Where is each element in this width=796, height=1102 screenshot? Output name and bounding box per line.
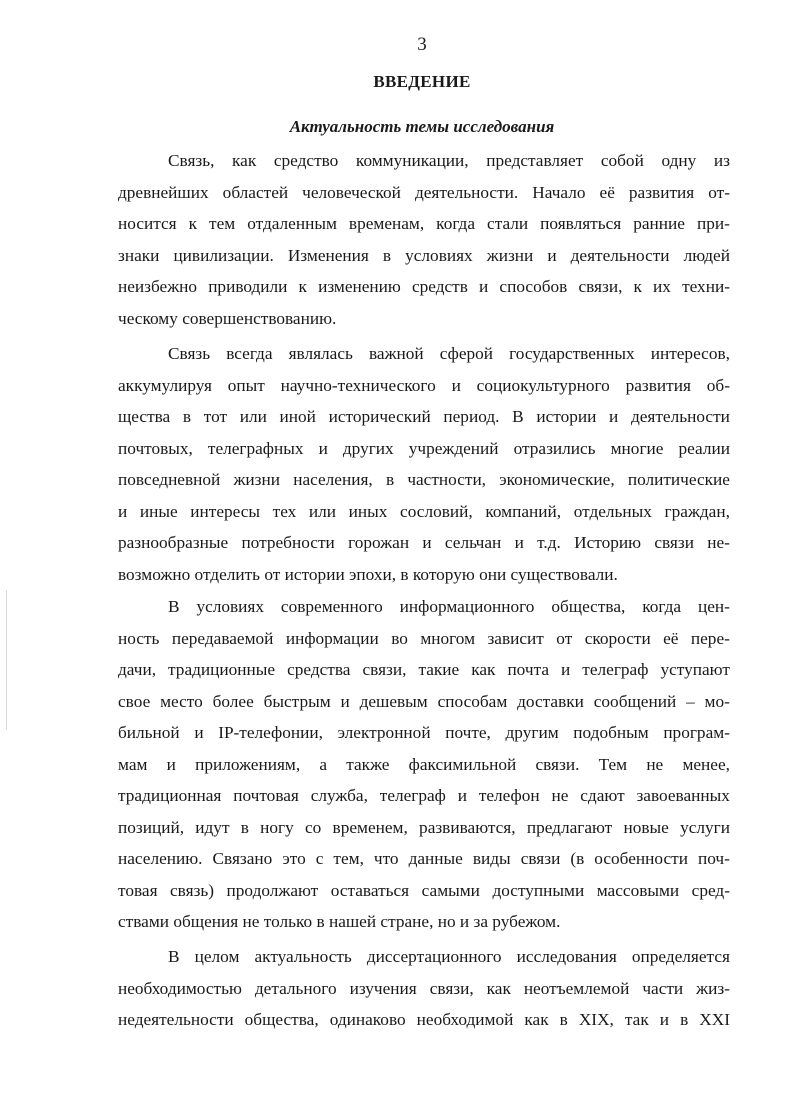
paragraph-line: недеятельности общества, одинаково необходимой как в XIX, так и в XXI [118,1010,730,1029]
paragraph-4 [118,941,730,1036]
paragraph-line: Связь всегда являлась важной сферой государственных интересов, [168,344,730,363]
paragraph-line: традиционная почтовая служба, телеграф и телефон не сдают завоеванных [118,786,730,805]
paragraph-line: щества в тот или иной исторический период. В истории и деятельности [118,407,730,426]
paragraph-line: Связь, как средство коммуникации, представляет собой одну из [168,151,730,170]
paragraph-line: необходимостью детального изучения связи, как неотъемлемой части жиз- [118,978,730,998]
paragraph-line: древнейших областей человеческой деятельности. Начало её развития от- [118,182,730,202]
paragraph-3 [118,591,730,938]
paragraph-line: свое место более быстрым и дешевым способам доставки сообщений – мо- [118,691,730,711]
paragraph-line: почтовых, телеграфных и других учреждений отразились многие реалии [118,438,730,458]
paragraph-line: товая связь) продолжают оставаться самыми доступными массовыми сред- [118,880,730,900]
paragraph-line: возможно отделить от истории эпохи, в которую они существовали. [118,564,618,584]
paragraph-line: носится к тем отдаленным временам, когда стали появляться ранние при- [118,214,730,233]
paragraph-2 [118,338,730,590]
paragraph-line: В целом актуальность диссертационного исследования определяется [168,947,730,966]
paragraph-line: знаки цивилизации. Изменения в условиях жизни и деятельности людей [118,245,730,265]
paragraph-line: повседневной жизни населения, в частности, экономические, политические [118,470,730,489]
paragraph-line: В условиях современного информационного общества, когда цен- [168,597,730,616]
paragraph-line: мам и приложениям, а также факсимильной связи. Тем не менее, [118,754,730,774]
paragraph-line: и иные интересы тех или иных сословий, компаний, отдельных граждан, [118,501,730,521]
paragraph-line: ческому совершенствованию. [118,308,337,328]
paragraph-line: аккумулируя опыт научно-технического и социокультурного развития об- [118,375,730,395]
paragraph-line: разнообразные потребности горожан и сельчан и т.д. Историю связи не- [118,533,730,552]
paragraph-line: населению. Связано это с тем, что данные виды связи (в особенности поч- [118,849,730,868]
paragraph-line: ствами общения не только в нашей стране, но и за рубежом. [118,912,561,931]
paragraph-line: бильной и IP-телефонии, электронной почте, другим подобным програм- [118,723,730,742]
paragraph-line: позиций, идут в ногу со временем, развиваются, предлагают новые услуги [118,817,730,837]
paragraph-line: ность передаваемой информации во многом зависит от скорости её пере- [118,628,730,648]
paragraph-line: дачи, традиционные средства связи, такие как почта и телеграф уступают [118,660,730,679]
section-subheading: Актуальность темы исследования [289,117,555,136]
section-heading: ВВЕДЕНИЕ [373,72,471,91]
page-number: 3 [417,34,427,55]
scan-margin-mark [6,590,7,730]
paragraph-1 [118,145,730,334]
paragraph-line: неизбежно приводили к изменению средств и способов связи, к их техни- [118,277,730,296]
